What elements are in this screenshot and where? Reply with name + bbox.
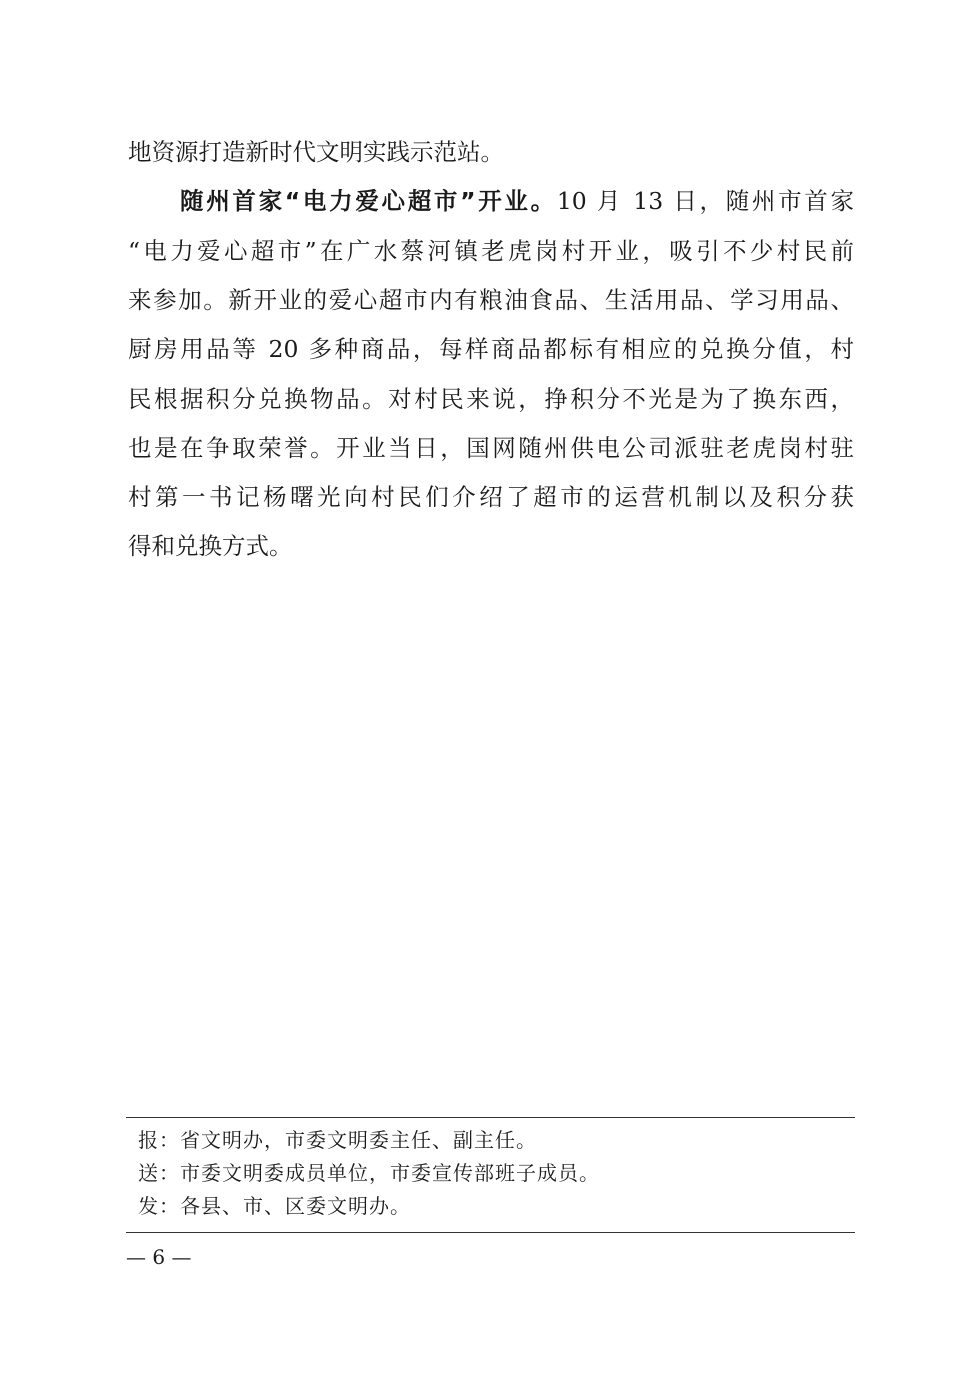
footer-send-to: 送：市委文明委成员单位，市委宣传部班子成员。 (138, 1161, 600, 1185)
body-line-6: 民根据积分兑换物品。对村民来说，挣积分不光是为了换东西， (128, 385, 854, 413)
section-intro: 10 月 13 日，随州市首家 (556, 187, 854, 215)
footer-top-divider (126, 1117, 855, 1118)
body-line-3: “电力爱心超市”在广水蔡河镇老虎岗村开业，吸引不少村民前 (128, 237, 854, 265)
body-line-7: 也是在争取荣誉。开业当日，国网随州供电公司派驻老虎岗村驻 (128, 434, 854, 462)
page-number: — 6 — (126, 1245, 192, 1269)
footer-distribute-to: 发：各县、市、区委文明办。 (138, 1194, 411, 1218)
body-line-1: 地资源打造新时代文明实践示范站。 (128, 138, 504, 166)
section-heading-line (180, 185, 854, 217)
body-line-4: 来参加。新开业的爱心超市内有粮油食品、生活用品、学习用品、 (128, 286, 854, 314)
body-line-8: 村第一书记杨曙光向村民们介绍了超市的运营机制以及积分获 (128, 483, 854, 511)
body-line-5: 厨房用品等 20 多种商品，每样商品都标有相应的兑换分值，村 (128, 335, 854, 363)
section-heading: 随州首家“电力爱心超市”开业。 (180, 187, 557, 215)
body-line-9: 得和兑换方式。 (128, 532, 293, 560)
footer-bottom-divider (126, 1232, 855, 1233)
footer-report-to: 报：省文明办，市委文明委主任、副主任。 (138, 1128, 537, 1152)
